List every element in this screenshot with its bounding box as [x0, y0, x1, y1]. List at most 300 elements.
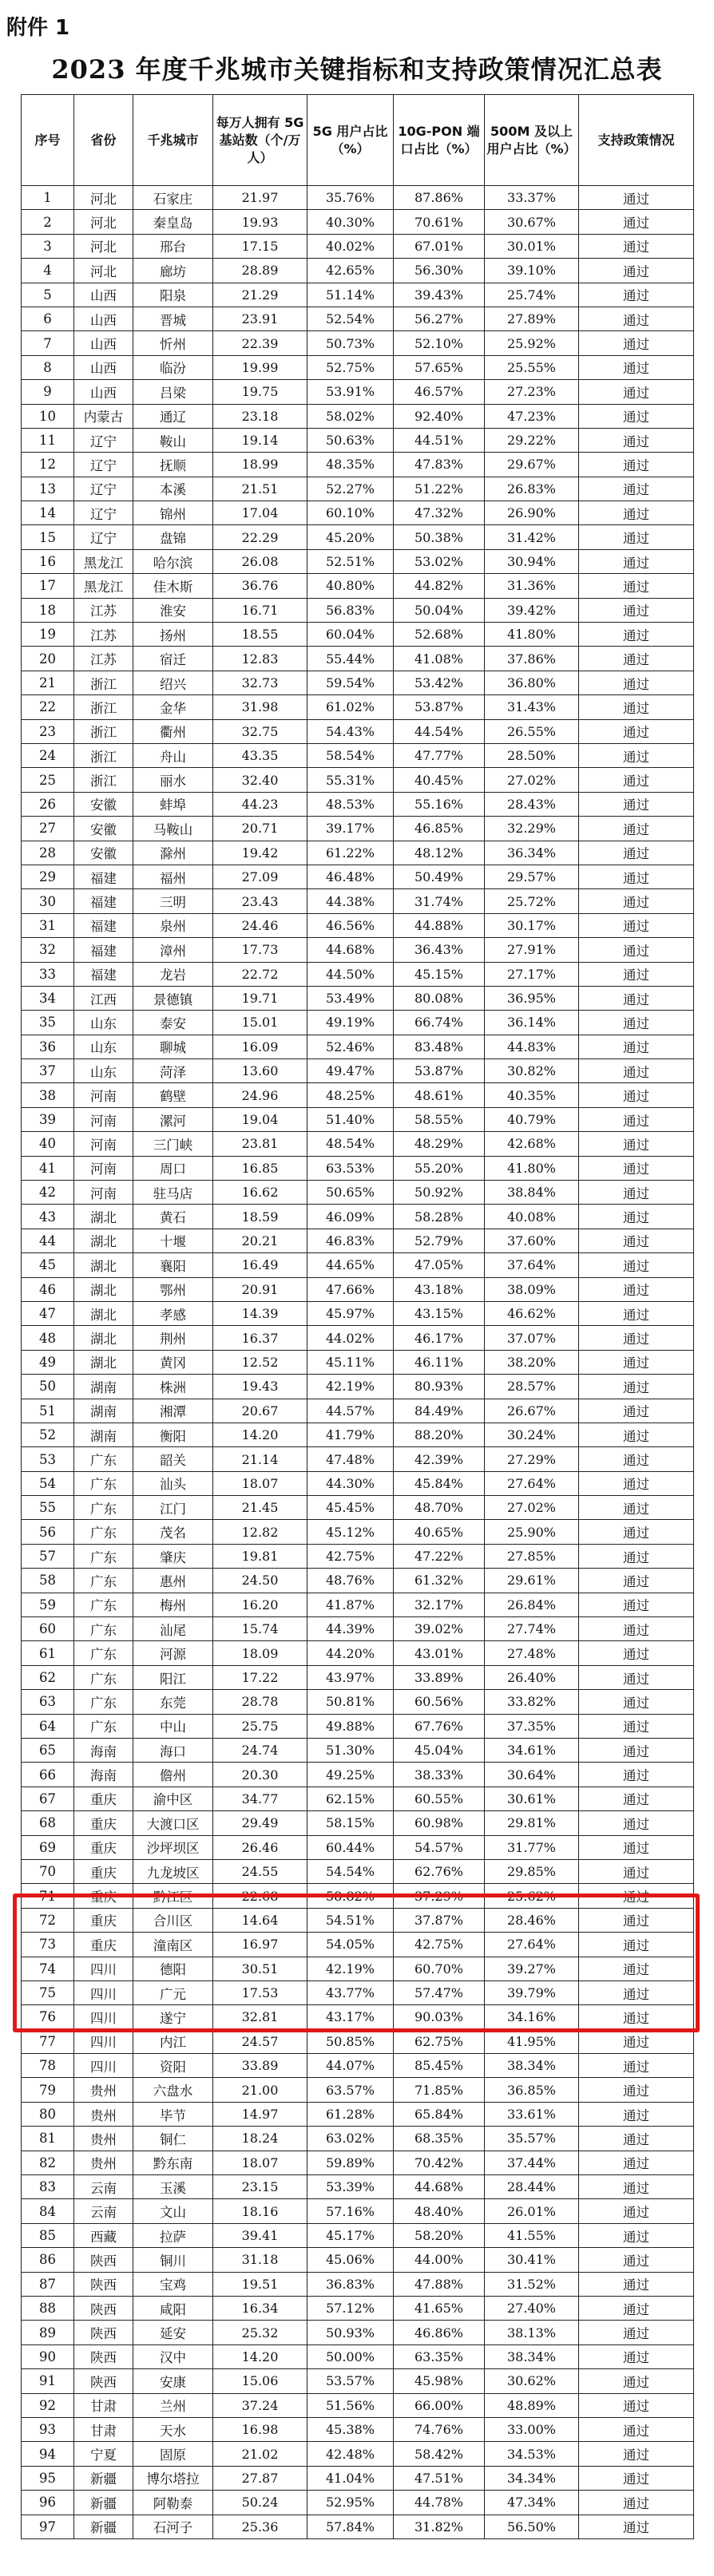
- cell-province: 浙江: [74, 695, 133, 719]
- cell-policy: 通过: [579, 2127, 694, 2151]
- cell-5g-stations: 31.18: [213, 2248, 307, 2272]
- cell-policy: 通过: [579, 2345, 694, 2368]
- cell-10g-pon: 92.40%: [394, 404, 485, 428]
- cell-5g-users: 48.54%: [307, 1132, 394, 1156]
- cell-policy: 通过: [579, 865, 694, 888]
- cell-5g-stations: 16.85: [213, 1156, 307, 1180]
- cell-policy: 通过: [579, 477, 694, 501]
- cell-policy: 通过: [579, 2151, 694, 2174]
- cell-5g-stations: 16.20: [213, 1593, 307, 1616]
- cell-province: 陕西: [74, 2369, 133, 2393]
- table-row: [22, 1277, 694, 1301]
- cell-10g-pon: 68.35%: [394, 2127, 485, 2151]
- cell-index: 76: [22, 2005, 74, 2029]
- cell-5g-users: 39.17%: [307, 817, 394, 841]
- table-row: [22, 355, 694, 379]
- cell-city: 荆州: [133, 1326, 213, 1350]
- cell-5g-stations: 16.09: [213, 1035, 307, 1058]
- cell-500m-users: 26.01%: [485, 2199, 579, 2223]
- cell-province: 江苏: [74, 647, 133, 671]
- cell-index: 44: [22, 1229, 74, 1252]
- cell-province: 贵州: [74, 2151, 133, 2174]
- cell-province: 广东: [74, 1447, 133, 1471]
- header-city: 千兆城市: [133, 95, 213, 186]
- cell-index: 46: [22, 1277, 74, 1301]
- cell-500m-users: 27.23%: [485, 380, 579, 404]
- cell-policy: 通过: [579, 1059, 694, 1083]
- table-row: [22, 2248, 694, 2272]
- cell-index: 47: [22, 1301, 74, 1325]
- cell-province: 陕西: [74, 2248, 133, 2272]
- cell-index: 35: [22, 1011, 74, 1035]
- cell-index: 54: [22, 1471, 74, 1495]
- table-row: [22, 2175, 694, 2199]
- cell-10g-pon: 54.57%: [394, 1835, 485, 1859]
- cell-5g-users: 51.14%: [307, 283, 394, 307]
- table-row: [22, 380, 694, 404]
- cell-5g-stations: 15.06: [213, 2369, 307, 2393]
- table-row: [22, 719, 694, 743]
- cell-5g-stations: 23.18: [213, 404, 307, 428]
- document-title: 2023 年度千兆城市关键指标和支持政策情况汇总表: [51, 54, 663, 85]
- cell-policy: 通过: [579, 2442, 694, 2466]
- cell-10g-pon: 44.00%: [394, 2248, 485, 2272]
- cell-10g-pon: 80.08%: [394, 986, 485, 1010]
- cell-10g-pon: 42.75%: [394, 1933, 485, 1957]
- cell-province: 江苏: [74, 598, 133, 622]
- cell-500m-users: 56.50%: [485, 2515, 579, 2538]
- cell-5g-users: 45.17%: [307, 2223, 394, 2247]
- table-row: [22, 1641, 694, 1665]
- cell-500m-users: 30.24%: [485, 1423, 579, 1446]
- cell-5g-users: 62.15%: [307, 1787, 394, 1810]
- cell-province: 山西: [74, 331, 133, 355]
- cell-city: 漳州: [133, 938, 213, 962]
- cell-10g-pon: 43.01%: [394, 1641, 485, 1665]
- cell-10g-pon: 47.83%: [394, 453, 485, 477]
- cell-5g-stations: 23.91: [213, 307, 307, 330]
- cell-10g-pon: 32.17%: [394, 1593, 485, 1616]
- cell-city: 孝感: [133, 1301, 213, 1325]
- cell-province: 广东: [74, 1520, 133, 1544]
- cell-province: 浙江: [74, 743, 133, 767]
- cell-index: 89: [22, 2321, 74, 2345]
- cell-policy: 通过: [579, 623, 694, 647]
- cell-province: 福建: [74, 962, 133, 986]
- cell-policy: 通过: [579, 1132, 694, 1156]
- cell-index: 58: [22, 1569, 74, 1593]
- cell-city: 廊坊: [133, 259, 213, 283]
- cell-500m-users: 25.90%: [485, 1520, 579, 1544]
- cell-10g-pon: 36.43%: [394, 938, 485, 962]
- cell-province: 山东: [74, 1011, 133, 1035]
- cell-city: 盘锦: [133, 525, 213, 549]
- cell-5g-stations: 27.09: [213, 865, 307, 888]
- cell-city: 扬州: [133, 623, 213, 647]
- cell-500m-users: 40.08%: [485, 1205, 579, 1229]
- cell-5g-users: 41.87%: [307, 1593, 394, 1616]
- cell-policy: 通过: [579, 1957, 694, 1980]
- cell-10g-pon: 88.20%: [394, 1423, 485, 1446]
- cell-province: 辽宁: [74, 428, 133, 452]
- cell-city: 十堰: [133, 1229, 213, 1252]
- cell-5g-stations: 36.76: [213, 574, 307, 598]
- cell-city: 宝鸡: [133, 2272, 213, 2296]
- cell-5g-users: 40.80%: [307, 574, 394, 598]
- cell-500m-users: 29.67%: [485, 453, 579, 477]
- cell-city: 德阳: [133, 1957, 213, 1980]
- cell-policy: 通过: [579, 1181, 694, 1205]
- cell-city: 六盘水: [133, 2078, 213, 2102]
- cell-index: 39: [22, 1107, 74, 1131]
- cell-city: 拉萨: [133, 2223, 213, 2247]
- cell-500m-users: 38.09%: [485, 1277, 579, 1301]
- header-5g-users: 5G 用户占比（%）: [307, 95, 394, 186]
- cell-5g-stations: 17.15: [213, 234, 307, 258]
- cell-500m-users: 29.85%: [485, 1859, 579, 1883]
- cell-city: 三明: [133, 889, 213, 913]
- cell-10g-pon: 52.79%: [394, 1229, 485, 1252]
- cell-500m-users: 33.37%: [485, 186, 579, 210]
- cell-province: 湖北: [74, 1205, 133, 1229]
- cell-500m-users: 31.42%: [485, 525, 579, 549]
- cell-500m-users: 29.22%: [485, 428, 579, 452]
- cell-500m-users: 27.17%: [485, 962, 579, 986]
- cell-policy: 通过: [579, 283, 694, 307]
- cell-10g-pon: 66.74%: [394, 1011, 485, 1035]
- cell-5g-stations: 20.91: [213, 1277, 307, 1301]
- cell-5g-users: 44.39%: [307, 1617, 394, 1641]
- table-row: [22, 1011, 694, 1035]
- cell-500m-users: 30.67%: [485, 210, 579, 234]
- cell-city: 中山: [133, 1714, 213, 1738]
- cell-10g-pon: 50.38%: [394, 525, 485, 549]
- cell-500m-users: 41.80%: [485, 1156, 579, 1180]
- cell-city: 茂名: [133, 1520, 213, 1544]
- cell-500m-users: 29.61%: [485, 1569, 579, 1593]
- cell-500m-users: 30.62%: [485, 2369, 579, 2393]
- cell-index: 3: [22, 234, 74, 258]
- cell-index: 31: [22, 913, 74, 937]
- cell-500m-users: 25.72%: [485, 889, 579, 913]
- cell-index: 19: [22, 623, 74, 647]
- cell-5g-users: 60.44%: [307, 1835, 394, 1859]
- cell-10g-pon: 56.30%: [394, 259, 485, 283]
- cell-5g-stations: 22.72: [213, 962, 307, 986]
- cell-5g-users: 52.46%: [307, 1035, 394, 1058]
- table-row: [22, 1471, 694, 1495]
- cell-500m-users: 42.68%: [485, 1132, 579, 1156]
- cell-10g-pon: 58.55%: [394, 1107, 485, 1131]
- cell-index: 1: [22, 186, 74, 210]
- cell-5g-users: 42.19%: [307, 1957, 394, 1980]
- cell-province: 重庆: [74, 1859, 133, 1883]
- cell-index: 33: [22, 962, 74, 986]
- cell-province: 河南: [74, 1181, 133, 1205]
- cell-5g-users: 46.83%: [307, 1229, 394, 1252]
- cell-5g-users: 40.02%: [307, 234, 394, 258]
- cell-policy: 通过: [579, 647, 694, 671]
- table-row: [22, 986, 694, 1010]
- cell-policy: 通过: [579, 1205, 694, 1229]
- cell-500m-users: 30.82%: [485, 1059, 579, 1083]
- table-row: [22, 1107, 694, 1131]
- table-row: [22, 743, 694, 767]
- cell-5g-stations: 21.97: [213, 186, 307, 210]
- cell-5g-stations: 27.87: [213, 2466, 307, 2490]
- cell-province: 贵州: [74, 2078, 133, 2102]
- cell-500m-users: 27.64%: [485, 1471, 579, 1495]
- table-row: [22, 1544, 694, 1568]
- cell-5g-users: 44.20%: [307, 1641, 394, 1665]
- cell-500m-users: 26.40%: [485, 1665, 579, 1689]
- cell-5g-stations: 19.04: [213, 1107, 307, 1131]
- header-row: [22, 95, 694, 186]
- cell-5g-users: 53.49%: [307, 986, 394, 1010]
- cell-10g-pon: 44.68%: [394, 2175, 485, 2199]
- cell-policy: 通过: [579, 404, 694, 428]
- cell-policy: 通过: [579, 695, 694, 719]
- cell-index: 77: [22, 2029, 74, 2053]
- cell-index: 53: [22, 1447, 74, 1471]
- cell-5g-stations: 21.14: [213, 1447, 307, 1471]
- cell-province: 湖南: [74, 1375, 133, 1399]
- cell-policy: 通过: [579, 2029, 694, 2053]
- cell-province: 西藏: [74, 2223, 133, 2247]
- cell-city: 惠州: [133, 1569, 213, 1593]
- cell-5g-users: 45.45%: [307, 1496, 394, 1520]
- cell-policy: 通过: [579, 1156, 694, 1180]
- cell-index: 14: [22, 501, 74, 525]
- cell-5g-stations: 20.67: [213, 1399, 307, 1423]
- cell-index: 4: [22, 259, 74, 283]
- cell-500m-users: 26.90%: [485, 501, 579, 525]
- cell-500m-users: 26.55%: [485, 719, 579, 743]
- cell-city: 丽水: [133, 768, 213, 792]
- cell-city: 龙岩: [133, 962, 213, 986]
- cell-5g-stations: 21.29: [213, 283, 307, 307]
- cell-5g-users: 48.25%: [307, 1083, 394, 1107]
- cell-5g-users: 58.02%: [307, 404, 394, 428]
- cell-province: 重庆: [74, 1811, 133, 1835]
- cell-policy: 通过: [579, 2102, 694, 2126]
- cell-city: 汕头: [133, 1471, 213, 1495]
- cell-province: 四川: [74, 2029, 133, 2053]
- cell-5g-users: 53.39%: [307, 2175, 394, 2199]
- cell-5g-users: 58.82%: [307, 1884, 394, 1908]
- table-row: [22, 865, 694, 888]
- cell-index: 61: [22, 1641, 74, 1665]
- cell-5g-users: 44.30%: [307, 1471, 394, 1495]
- cell-province: 辽宁: [74, 477, 133, 501]
- cell-500m-users: 31.77%: [485, 1835, 579, 1859]
- table-row: [22, 501, 694, 525]
- table-row: [22, 1156, 694, 1180]
- cell-policy: 通过: [579, 1641, 694, 1665]
- cell-500m-users: 26.67%: [485, 1399, 579, 1423]
- table-row: [22, 695, 694, 719]
- cell-5g-stations: 25.75: [213, 1714, 307, 1738]
- cell-city: 福州: [133, 865, 213, 888]
- table-row: [22, 841, 694, 865]
- cell-10g-pon: 53.87%: [394, 1059, 485, 1083]
- cell-city: 三门峡: [133, 1132, 213, 1156]
- cell-province: 湖北: [74, 1253, 133, 1277]
- cell-province: 陕西: [74, 2345, 133, 2368]
- cell-5g-stations: 16.71: [213, 598, 307, 622]
- cell-index: 40: [22, 1132, 74, 1156]
- cell-500m-users: 27.91%: [485, 938, 579, 962]
- cell-10g-pon: 63.35%: [394, 2345, 485, 2368]
- cell-10g-pon: 47.22%: [394, 1544, 485, 1568]
- cell-500m-users: 27.89%: [485, 307, 579, 330]
- cell-5g-stations: 12.52: [213, 1350, 307, 1374]
- table-row: [22, 2393, 694, 2417]
- cell-5g-stations: 21.45: [213, 1496, 307, 1520]
- cell-index: 28: [22, 841, 74, 865]
- cell-500m-users: 26.83%: [485, 477, 579, 501]
- cell-500m-users: 38.20%: [485, 1350, 579, 1374]
- cell-5g-users: 57.12%: [307, 2296, 394, 2320]
- table-row: [22, 1253, 694, 1277]
- cell-500m-users: 27.02%: [485, 768, 579, 792]
- cell-city: 滁州: [133, 841, 213, 865]
- cell-index: 97: [22, 2515, 74, 2538]
- cell-10g-pon: 41.08%: [394, 647, 485, 671]
- cell-province: 重庆: [74, 1908, 133, 1932]
- cell-5g-stations: 18.16: [213, 2199, 307, 2223]
- cell-5g-users: 59.54%: [307, 671, 394, 694]
- cell-city: 秦皇岛: [133, 210, 213, 234]
- cell-5g-stations: 31.98: [213, 695, 307, 719]
- cell-5g-users: 63.57%: [307, 2078, 394, 2102]
- cell-province: 新疆: [74, 2515, 133, 2538]
- cell-province: 广东: [74, 1617, 133, 1641]
- cell-city: 泉州: [133, 913, 213, 937]
- cell-city: 黔江区: [133, 1884, 213, 1908]
- cell-policy: 通过: [579, 259, 694, 283]
- cell-10g-pon: 37.87%: [394, 1908, 485, 1932]
- cell-province: 四川: [74, 2054, 133, 2078]
- cell-500m-users: 47.23%: [485, 404, 579, 428]
- cell-city: 内江: [133, 2029, 213, 2053]
- cell-province: 福建: [74, 938, 133, 962]
- cell-index: 62: [22, 1665, 74, 1689]
- cell-5g-users: 45.12%: [307, 1520, 394, 1544]
- cell-index: 68: [22, 1811, 74, 1835]
- cell-5g-stations: 15.01: [213, 1011, 307, 1035]
- cell-500m-users: 30.64%: [485, 1763, 579, 1787]
- cell-5g-users: 47.48%: [307, 1447, 394, 1471]
- cell-5g-users: 47.66%: [307, 1277, 394, 1301]
- cell-10g-pon: 53.02%: [394, 549, 485, 573]
- cell-index: 52: [22, 1423, 74, 1446]
- header-province: 省份: [74, 95, 133, 186]
- cell-policy: 通过: [579, 1859, 694, 1883]
- cell-province: 辽宁: [74, 501, 133, 525]
- cell-10g-pon: 53.87%: [394, 695, 485, 719]
- cell-city: 宿迁: [133, 647, 213, 671]
- cell-10g-pon: 50.49%: [394, 865, 485, 888]
- cell-5g-stations: 20.71: [213, 817, 307, 841]
- cell-5g-stations: 20.21: [213, 1229, 307, 1252]
- cell-5g-stations: 18.09: [213, 1641, 307, 1665]
- cell-5g-users: 54.05%: [307, 1933, 394, 1957]
- table-row: [22, 1859, 694, 1883]
- cell-5g-users: 50.81%: [307, 1690, 394, 1714]
- cell-index: 6: [22, 307, 74, 330]
- cell-city: 菏泽: [133, 1059, 213, 1083]
- table-row: [22, 1617, 694, 1641]
- cell-5g-users: 56.83%: [307, 598, 394, 622]
- cell-index: 16: [22, 549, 74, 573]
- cell-5g-stations: 12.83: [213, 647, 307, 671]
- cell-city: 佳木斯: [133, 574, 213, 598]
- table-row: [22, 1787, 694, 1810]
- table-row: [22, 1593, 694, 1616]
- cell-city: 咸阳: [133, 2296, 213, 2320]
- cell-policy: 通过: [579, 2223, 694, 2247]
- cell-city: 鹤壁: [133, 1083, 213, 1107]
- cell-10g-pon: 45.84%: [394, 1471, 485, 1495]
- cell-500m-users: 37.86%: [485, 647, 579, 671]
- cell-province: 河北: [74, 186, 133, 210]
- cell-5g-stations: 15.74: [213, 1617, 307, 1641]
- cell-city: 景德镇: [133, 986, 213, 1010]
- cell-city: 潼南区: [133, 1933, 213, 1957]
- cell-500m-users: 41.95%: [485, 2029, 579, 2053]
- cell-province: 河北: [74, 234, 133, 258]
- cell-5g-stations: 25.36: [213, 2515, 307, 2538]
- table-row: [22, 1447, 694, 1471]
- cell-province: 黑龙江: [74, 549, 133, 573]
- cell-city: 韶关: [133, 1447, 213, 1471]
- cell-city: 铜川: [133, 2248, 213, 2272]
- cell-5g-users: 48.53%: [307, 792, 394, 816]
- cell-city: 绍兴: [133, 671, 213, 694]
- cell-500m-users: 35.57%: [485, 2127, 579, 2151]
- cell-city: 大渡口区: [133, 1811, 213, 1835]
- cell-5g-stations: 29.49: [213, 1811, 307, 1835]
- cell-policy: 通过: [579, 792, 694, 816]
- cell-policy: 通过: [579, 1835, 694, 1859]
- cell-10g-pon: 52.10%: [394, 331, 485, 355]
- cell-policy: 通过: [579, 549, 694, 573]
- cell-5g-users: 61.02%: [307, 695, 394, 719]
- cell-city: 合川区: [133, 1908, 213, 1932]
- cell-city: 渝中区: [133, 1787, 213, 1810]
- cell-500m-users: 36.95%: [485, 986, 579, 1010]
- cell-province: 湖北: [74, 1277, 133, 1301]
- cell-500m-users: 28.46%: [485, 1908, 579, 1932]
- cell-index: 11: [22, 428, 74, 452]
- cell-5g-stations: 24.57: [213, 2029, 307, 2053]
- cell-10g-pon: 71.85%: [394, 2078, 485, 2102]
- highlight-box: [13, 1893, 700, 2032]
- cell-5g-stations: 19.71: [213, 986, 307, 1010]
- cell-10g-pon: 47.32%: [394, 501, 485, 525]
- cell-policy: 通过: [579, 889, 694, 913]
- cell-500m-users: 28.44%: [485, 2175, 579, 2199]
- cell-5g-stations: 16.37: [213, 1326, 307, 1350]
- table-row: [22, 1569, 694, 1593]
- cell-5g-stations: 24.50: [213, 1569, 307, 1593]
- cell-5g-users: 49.25%: [307, 1763, 394, 1787]
- cell-10g-pon: 55.20%: [394, 1156, 485, 1180]
- cell-5g-stations: 26.46: [213, 1835, 307, 1859]
- cell-index: 59: [22, 1593, 74, 1616]
- cell-index: 49: [22, 1350, 74, 1374]
